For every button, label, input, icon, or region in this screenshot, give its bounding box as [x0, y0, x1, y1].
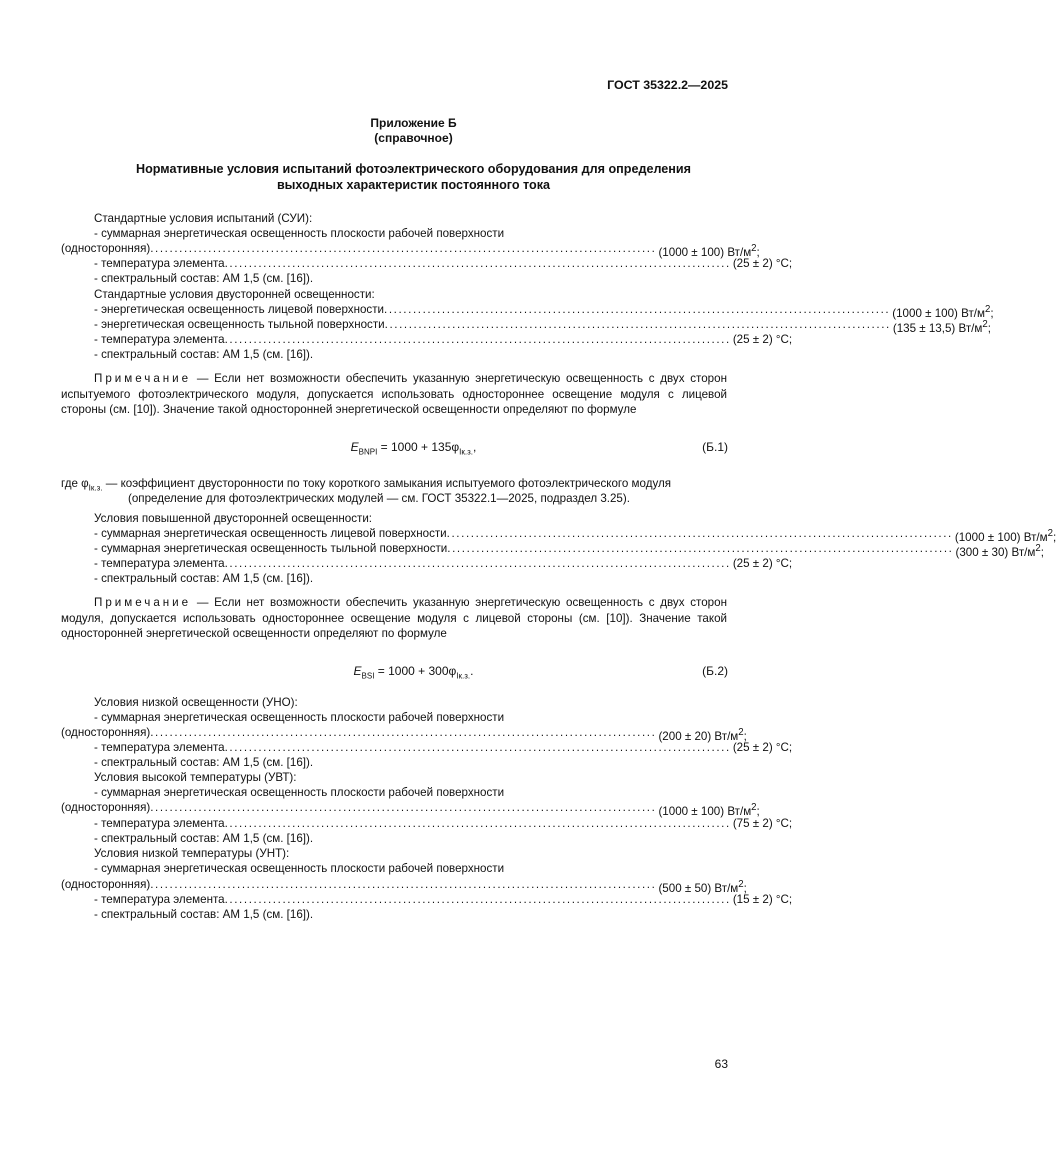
document-id: ГОСТ 35322.2—2025 — [607, 78, 728, 92]
leader-dots: ......................................................................................................... — [224, 741, 731, 754]
bifacial-front-row — [94, 302, 994, 320]
section-heading-line1: Нормативные условия испытаний фотоэлектрического оборудования для определения — [135, 162, 692, 176]
low-temp-temp-label: - температура элемента — [94, 893, 225, 906]
bifacial-high-rear-label: - суммарная энергетическая освещенность тыльной поверхности — [94, 542, 448, 555]
low-temp-irr-value: (500 ± 50) $Вт/м^2$; — [658, 879, 747, 895]
stc-spectrum: - спектральный состав: АМ 1,5 (см. [16]). — [94, 272, 314, 285]
low-irr-temp-value: (25 ± 2) °С; — [732, 741, 793, 754]
low-irr-row — [61, 725, 747, 743]
note-2 — [61, 595, 727, 642]
bifacial-high-rear-value: (300 ± 30) $Вт/м^2$; — [955, 543, 1044, 559]
bifacial-front-label: - энергетическая освещенность лицевой поверхности — [94, 303, 385, 316]
bifacial-rear-value: (135 ± 13,5) $Вт/м^2$; — [892, 319, 991, 335]
low-temp-title: Условия низкой температуры (УНТ): — [94, 847, 290, 860]
low-temp-temp-row — [94, 892, 793, 907]
stc-temp-value: (25 ± 2) °С; — [732, 257, 793, 270]
formula-b1-number: (Б.1) — [702, 440, 728, 454]
leader-dots: ......................................................................................................... — [447, 542, 954, 555]
bifacial-high-title: Условия повышенной двусторонней освещенности: — [94, 512, 373, 525]
leader-dots: ......................................................................................................... — [384, 303, 891, 316]
high-temp-irr-row — [61, 800, 760, 818]
bifacial-temp-value: (25 ± 2) °С; — [732, 333, 793, 346]
page-number: 63 — [714, 1057, 728, 1071]
high-temp-label: - суммарная энергетическая освещенность плоскости рабочей поверхности — [94, 786, 505, 799]
leader-dots: ......................................................................................................... — [224, 557, 731, 570]
bifacial-title: Стандартные условия двусторонней освещенности: — [94, 288, 375, 301]
leader-dots: ......................................................................................................... — [224, 817, 731, 830]
bifacial-high-spectrum: - спектральный состав: АМ 1,5 (см. [16]). — [94, 572, 314, 585]
section-heading-line2: выходных характеристик постоянного тока — [276, 178, 551, 192]
note-1 — [61, 371, 727, 418]
bifacial-rear-label: - энергетическая освещенность тыльной поверхности — [94, 318, 385, 331]
appendix-title: Приложение Б — [370, 116, 457, 130]
low-temp-label: - суммарная энергетическая освещенность плоскости рабочей поверхности — [94, 862, 505, 875]
bifacial-high-front-label: - суммарная энергетическая освещенность лицевой поверхности — [94, 527, 447, 540]
low-irr-cont: (односторонняя) — [61, 726, 151, 739]
leader-dots: ......................................................................................................... — [446, 527, 953, 540]
bifacial-temp-label: - температура элемента — [94, 333, 225, 346]
leader-dots: ......................................................................................................... — [384, 318, 891, 331]
formula-where: где $\varphi_{Iк.з.}$ — коэффициент двусторонности по току короткого замыкания испытуемого фотоэлектрического модуля — [61, 477, 672, 493]
low-irr-temp-row — [94, 740, 793, 755]
high-temp-temp-row — [94, 816, 793, 831]
stc-irradiance-label: - суммарная энергетическая освещенность плоскости рабочей поверхности — [94, 227, 505, 240]
bifacial-high-temp-label: - температура элемента — [94, 557, 225, 570]
leader-dots: ......................................................................................................... — [224, 333, 731, 346]
bifacial-high-temp-value: (25 ± 2) °С; — [732, 557, 793, 570]
bifacial-high-front-row — [94, 526, 1056, 544]
leader-dots: ......................................................................................................... — [224, 257, 731, 270]
low-temp-temp-value: (15 ± 2) °С; — [732, 893, 793, 906]
formula-b2-number: (Б.2) — [702, 664, 728, 678]
note-2-text: — Если нет возможности обеспечить указанную энергетическую освещенность с двух сторон модуля, допускается использовать одностороннее освещение модуля с лицевой стороны (см. [10]). Значение такой односторонней энергетической освещенности определяют по формуле — [61, 596, 727, 640]
low-irr-title: Условия низкой освещенности (УНО): — [94, 696, 298, 709]
low-irr-value: (200 ± 20) $Вт/м^2$; — [658, 727, 747, 743]
leader-dots: ......................................................................................................... — [150, 242, 657, 255]
high-temp-spectrum: - спектральный состав: АМ 1,5 (см. [16]). — [94, 832, 314, 845]
stc-temp-row — [94, 256, 793, 271]
high-temp-title: Условия высокой температуры (УВТ): — [94, 771, 297, 784]
stc-irradiance-row — [61, 241, 760, 259]
stc-irradiance-value: (1000 ± 100) $Вт/м^2$; — [658, 243, 760, 259]
note-1-label: Примечание — [94, 372, 192, 385]
note-1-text: — Если нет возможности обеспечить указанную энергетическую освещенность с двух сторон испытуемого фотоэлектрического модуля, допускается использовать одностороннее освещение модуля с лицевой стороны (см. [10]). Значение такой односторонней энергетической освещенности определяют по формуле — [61, 372, 727, 416]
stc-temp-label: - температура элемента — [94, 257, 225, 270]
low-irr-spectrum: - спектральный состав: АМ 1,5 (см. [16]). — [94, 756, 314, 769]
high-temp-cont: (односторонняя) — [61, 801, 151, 814]
high-temp-irr-value: (1000 ± 100) $Вт/м^2$; — [658, 802, 760, 818]
formula-b2: $E_{BSI} = 1000 + 300\varphi_{Iк.з.}$. — [353, 664, 474, 681]
low-irr-label: - суммарная энергетическая освещенность плоскости рабочей поверхности — [94, 711, 505, 724]
leader-dots: ......................................................................................................... — [150, 801, 657, 814]
bifacial-rear-row — [94, 317, 991, 335]
low-temp-irr-row — [61, 877, 747, 895]
formula-b1: $E_{BNPI} = 1000 + 135\varphi_{Iк.з.}$, — [350, 440, 477, 457]
low-temp-cont: (односторонняя) — [61, 878, 151, 891]
low-irr-temp-label: - температура элемента — [94, 741, 225, 754]
high-temp-temp-value: (75 ± 2) °С; — [732, 817, 793, 830]
stc-irradiance-cont: (односторонняя) — [61, 242, 151, 255]
low-temp-spectrum: - спектральный состав: АМ 1,5 (см. [16]). — [94, 908, 314, 921]
appendix-subtitle: (справочное) — [374, 131, 453, 145]
leader-dots: ......................................................................................................... — [150, 726, 657, 739]
bifacial-high-front-value: (1000 ± 100) $Вт/м^2$; — [954, 528, 1056, 544]
bifacial-high-temp-row — [94, 556, 793, 571]
leader-dots: ......................................................................................................... — [224, 893, 731, 906]
stc-title: Стандартные условия испытаний (СУИ): — [94, 212, 313, 225]
formula-where-cont: (определение для фотоэлектрических модулей — см. ГОСТ 35322.1—2025, подраздел 3.25). — [128, 492, 630, 505]
bifacial-temp-row — [94, 332, 793, 347]
bifacial-high-rear-row — [94, 541, 1044, 559]
bifacial-front-value: (1000 ± 100) $Вт/м^2$; — [892, 304, 994, 320]
bifacial-spectrum: - спектральный состав: АМ 1,5 (см. [16]). — [94, 348, 314, 361]
note-2-label: Примечание — [94, 596, 192, 609]
high-temp-temp-label: - температура элемента — [94, 817, 225, 830]
leader-dots: ......................................................................................................... — [150, 878, 657, 891]
